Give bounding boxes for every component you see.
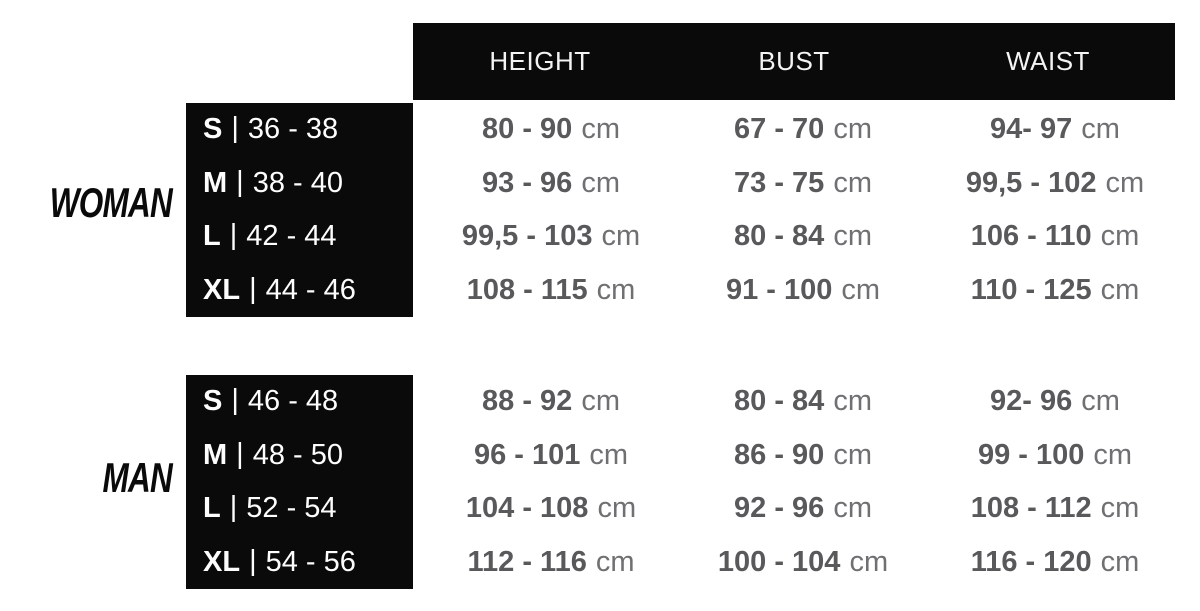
man-xl-waist-cell bbox=[929, 536, 1181, 590]
woman-xl-height-cell bbox=[425, 264, 677, 318]
measurement-unit: cm bbox=[849, 545, 889, 578]
size-separator: | bbox=[236, 165, 244, 198]
woman-xl-waist-cell bbox=[929, 264, 1181, 318]
measurement-unit: cm bbox=[1081, 385, 1120, 418]
woman-s-waist-cell bbox=[929, 103, 1181, 157]
measurement-unit: cm bbox=[1100, 492, 1140, 525]
man-m-bust-cell bbox=[677, 429, 929, 483]
size-range: 52 - 54 bbox=[246, 492, 337, 525]
man-measurements-grid bbox=[425, 375, 1181, 589]
woman-l-height-cell bbox=[425, 210, 677, 264]
size-separator: | bbox=[229, 219, 238, 252]
man-l-waist-cell bbox=[929, 482, 1181, 536]
man-s-waist-cell bbox=[929, 375, 1181, 429]
measurement-value: 110 - 125 bbox=[970, 273, 1092, 306]
woman-m-waist-cell bbox=[929, 157, 1181, 211]
woman-size-row-m bbox=[186, 157, 413, 211]
man-size-row-l bbox=[186, 482, 413, 536]
measurement-value: 80 - 90 bbox=[482, 113, 573, 146]
size-letter: XL bbox=[203, 545, 241, 578]
man-size-box bbox=[186, 375, 413, 589]
man-xl-height-cell bbox=[425, 536, 677, 590]
woman-size-row-l bbox=[186, 210, 413, 264]
measurement-value: 91 - 100 bbox=[725, 273, 833, 306]
size-separator: | bbox=[231, 112, 239, 145]
measurement-unit: cm bbox=[833, 113, 872, 146]
measurement-unit: cm bbox=[833, 220, 872, 253]
size-letter: M bbox=[203, 438, 228, 471]
measurement-value: 108 - 115 bbox=[466, 273, 588, 306]
size-range: 42 - 44 bbox=[246, 220, 337, 253]
woman-l-bust-cell bbox=[677, 210, 929, 264]
measurement-value: 99,5 - 102 bbox=[965, 166, 1097, 199]
measurement-value: 99,5 - 103 bbox=[461, 220, 593, 253]
size-range: 54 - 56 bbox=[265, 545, 356, 578]
measurement-value: 112 - 116 bbox=[467, 545, 587, 578]
size-range: 36 - 38 bbox=[247, 113, 339, 146]
measurement-unit: cm bbox=[601, 220, 641, 253]
measurement-value: 116 - 120 bbox=[970, 545, 1092, 578]
size-letter: S bbox=[203, 385, 223, 418]
size-range: 48 - 50 bbox=[252, 438, 344, 471]
woman-xl-bust-cell bbox=[677, 264, 929, 318]
measurement-value: 99 - 100 bbox=[977, 438, 1085, 471]
measurement-value: 80 - 84 bbox=[734, 220, 825, 253]
size-letter: L bbox=[203, 492, 221, 525]
measurement-unit: cm bbox=[1105, 166, 1145, 199]
man-size-row-m bbox=[186, 429, 413, 483]
size-letter: M bbox=[203, 166, 228, 199]
size-range: 46 - 48 bbox=[247, 385, 339, 418]
measurement-value: 92- 96 bbox=[990, 385, 1073, 418]
size-letter: XL bbox=[203, 273, 241, 306]
measurement-unit: cm bbox=[581, 166, 620, 199]
man-m-height-cell bbox=[425, 429, 677, 483]
woman-s-bust-cell bbox=[677, 103, 929, 157]
measurement-unit: cm bbox=[1100, 220, 1140, 253]
woman-size-box bbox=[186, 103, 413, 317]
size-range: 44 - 46 bbox=[265, 273, 356, 306]
measurement-unit: cm bbox=[581, 113, 620, 146]
measurement-value: 108 - 112 bbox=[970, 492, 1092, 525]
measurement-header-bar bbox=[413, 23, 1175, 100]
size-letter: S bbox=[203, 113, 223, 146]
woman-section-label: WOMAN bbox=[49, 179, 172, 226]
measurement-value: 86 - 90 bbox=[734, 438, 825, 471]
man-size-row-s bbox=[186, 375, 413, 429]
woman-s-height-cell bbox=[425, 103, 677, 157]
size-separator: | bbox=[236, 437, 244, 470]
woman-l-waist-cell bbox=[929, 210, 1181, 264]
measurement-unit: cm bbox=[841, 273, 881, 306]
measurement-value: 100 - 104 bbox=[717, 545, 841, 578]
measurement-unit: cm bbox=[597, 492, 637, 525]
woman-size-row-s bbox=[186, 103, 413, 157]
measurement-value: 80 - 84 bbox=[734, 385, 825, 418]
measurement-value: 93 - 96 bbox=[482, 166, 573, 199]
man-size-row-xl bbox=[186, 536, 413, 590]
header-height: HEIGHT bbox=[489, 46, 591, 76]
man-l-bust-cell bbox=[677, 482, 929, 536]
man-section-label: MAN bbox=[102, 454, 172, 501]
measurement-value: 106 - 110 bbox=[970, 220, 1092, 253]
measurement-unit: cm bbox=[595, 545, 635, 578]
measurement-value: 73 - 75 bbox=[734, 166, 825, 199]
woman-m-height-cell bbox=[425, 157, 677, 211]
size-separator: | bbox=[249, 272, 257, 305]
header-waist: WAIST bbox=[1006, 46, 1090, 76]
measurement-unit: cm bbox=[596, 273, 636, 306]
measurement-value: 88 - 92 bbox=[482, 385, 573, 418]
woman-measurements-grid bbox=[425, 103, 1181, 317]
woman-m-bust-cell bbox=[677, 157, 929, 211]
measurement-unit: cm bbox=[833, 385, 872, 418]
measurement-unit: cm bbox=[1081, 113, 1120, 146]
man-s-height-cell bbox=[425, 375, 677, 429]
woman-size-row-xl bbox=[186, 264, 413, 318]
measurement-value: 104 - 108 bbox=[465, 492, 589, 525]
man-s-bust-cell bbox=[677, 375, 929, 429]
size-separator: | bbox=[229, 491, 238, 524]
measurement-unit: cm bbox=[1093, 438, 1133, 471]
man-xl-bust-cell bbox=[677, 536, 929, 590]
size-separator: | bbox=[249, 544, 257, 577]
measurement-unit: cm bbox=[833, 492, 872, 525]
measurement-value: 67 - 70 bbox=[734, 113, 825, 146]
measurement-unit: cm bbox=[833, 438, 872, 471]
man-m-waist-cell bbox=[929, 429, 1181, 483]
measurement-value: 94- 97 bbox=[990, 113, 1073, 146]
size-range: 38 - 40 bbox=[252, 166, 344, 199]
measurement-value: 96 - 101 bbox=[473, 438, 581, 471]
measurement-unit: cm bbox=[589, 438, 629, 471]
header-bust: BUST bbox=[758, 46, 830, 76]
size-separator: | bbox=[231, 384, 239, 417]
size-letter: L bbox=[203, 220, 221, 253]
measurement-unit: cm bbox=[1100, 545, 1140, 578]
measurement-unit: cm bbox=[1100, 273, 1140, 306]
measurement-unit: cm bbox=[581, 385, 620, 418]
measurement-unit: cm bbox=[833, 166, 872, 199]
measurement-value: 92 - 96 bbox=[734, 492, 825, 525]
man-l-height-cell bbox=[425, 482, 677, 536]
